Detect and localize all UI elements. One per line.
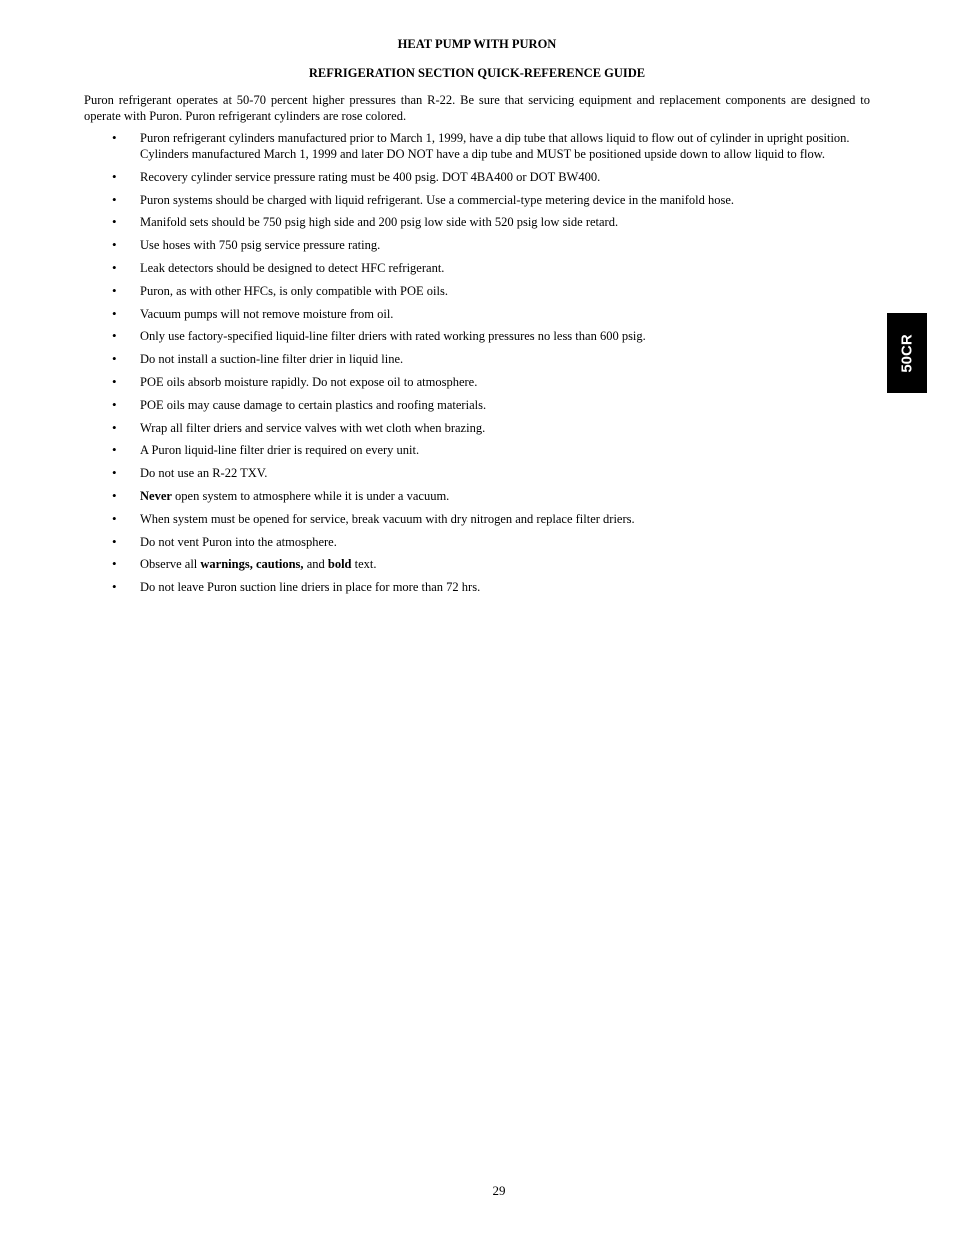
bullet-icon: •	[112, 351, 117, 367]
bullet-list	[84, 130, 870, 602]
bullet-icon: •	[112, 556, 117, 572]
bullet-icon: •	[112, 305, 117, 321]
list-item	[84, 397, 870, 413]
bullet-icon: •	[112, 237, 117, 253]
list-item-text: Puron refrigerant cylinders manufactured prior to March 1, 1999, have a dip tube that allows liquid to flow out of cylinder in upright position. Cylinders manufactured March 1, 1999 and later DO NOT have a dip tube and MUST be positioned upside down to allow liquid to flow.	[140, 131, 850, 161]
bullet-icon: •	[112, 465, 117, 481]
list-item-text: Leak detectors should be designed to detect HFC refrigerant.	[140, 260, 445, 275]
list-item	[84, 169, 870, 185]
list-item	[84, 260, 870, 276]
side-tab	[887, 313, 927, 393]
list-item-text: Do not use an R-22 TXV.	[140, 466, 268, 481]
list-item	[84, 351, 870, 367]
list-item	[84, 237, 870, 253]
list-item-text: Recovery cylinder service pressure rating must be 400 psig. DOT 4BA400 or DOT BW400.	[140, 169, 601, 184]
page-title: HEAT PUMP WITH PURON	[397, 37, 557, 51]
list-item	[84, 465, 870, 481]
list-item	[84, 328, 870, 344]
bullet-icon: •	[112, 259, 117, 275]
list-item	[84, 442, 870, 458]
list-item	[84, 130, 870, 162]
list-item	[84, 192, 870, 208]
bullet-icon: •	[112, 168, 117, 184]
bullet-icon: •	[112, 328, 117, 344]
bullet-icon: •	[112, 396, 117, 412]
list-item	[84, 488, 870, 504]
bullet-icon: •	[112, 191, 117, 207]
list-item-text: When system must be opened for service, break vacuum with dry nitrogen and replace filter driers.	[140, 511, 635, 526]
list-item-text: Do not leave Puron suction line driers in place for more than 72 hrs.	[140, 580, 481, 595]
bullet-icon: •	[112, 510, 117, 526]
list-item-text: POE oils may cause damage to certain plastics and roofing materials.	[140, 397, 487, 412]
emphasis-warnings: warnings, cautions,	[200, 557, 304, 572]
list-item-text	[140, 556, 870, 572]
bullet-icon: •	[112, 214, 117, 230]
list-item	[84, 283, 870, 299]
list-item	[84, 534, 870, 550]
list-item-text: POE oils absorb moisture rapidly. Do not expose oil to atmosphere.	[140, 374, 478, 389]
list-item-text: A Puron liquid-line filter drier is required on every unit.	[140, 443, 420, 458]
list-item	[84, 420, 870, 436]
page-number: 29	[492, 1183, 506, 1198]
list-item	[84, 556, 870, 572]
bullet-icon: •	[112, 130, 117, 145]
intro-paragraph: Puron refrigerant operates at 50-70 percent higher pressures than R-22. Be sure that servicing equipment and replacement components are designed to operate with Puron. Puron refrigerant cylinders are rose colored.	[84, 93, 870, 123]
bullet-icon: •	[112, 487, 117, 503]
side-tab-label: 50CR	[898, 333, 916, 373]
list-item	[84, 374, 870, 390]
bullet-icon: •	[112, 373, 117, 389]
list-item-text: Vacuum pumps will not remove moisture from oil.	[140, 306, 394, 321]
list-item-text: Only use factory-specified liquid-line filter driers with rated working pressures no less than 600 psig.	[140, 329, 646, 344]
list-item-text: Wrap all filter driers and service valves with wet cloth when brazing.	[140, 420, 486, 435]
bullet-icon: •	[112, 282, 117, 298]
emphasis-never: Never	[140, 488, 172, 503]
list-item-text: Puron, as with other HFCs, is only compatible with POE oils.	[140, 283, 448, 298]
list-item-text: Do not install a suction-line filter drier in liquid line.	[140, 352, 404, 367]
list-item	[84, 511, 870, 527]
list-item-text: Manifold sets should be 750 psig high side and 200 psig low side with 520 psig low side retard.	[140, 215, 619, 230]
list-item-text-prefix: Observe all	[140, 557, 201, 572]
emphasis-bold: bold	[327, 557, 352, 572]
bullet-icon: •	[112, 579, 117, 595]
list-item	[84, 214, 870, 230]
list-item-text: Puron systems should be charged with liquid refrigerant. Use a commercial-type metering device in the manifold hose.	[140, 192, 735, 207]
bullet-icon: •	[112, 442, 117, 458]
list-item-text: Use hoses with 750 psig service pressure rating.	[140, 238, 381, 253]
list-item-text-middle: and	[303, 557, 328, 572]
list-item-text-rest: text.	[351, 557, 377, 572]
list-item-text-rest: open system to atmosphere while it is under a vacuum.	[171, 488, 450, 503]
list-item	[84, 306, 870, 322]
list-item-text: Do not vent Puron into the atmosphere.	[140, 534, 337, 549]
list-item	[84, 579, 870, 595]
bullet-icon: •	[112, 533, 117, 549]
list-item-text	[140, 488, 870, 504]
bullet-icon: •	[112, 419, 117, 435]
section-subtitle: REFRIGERATION SECTION QUICK-REFERENCE GUIDE	[308, 66, 646, 80]
